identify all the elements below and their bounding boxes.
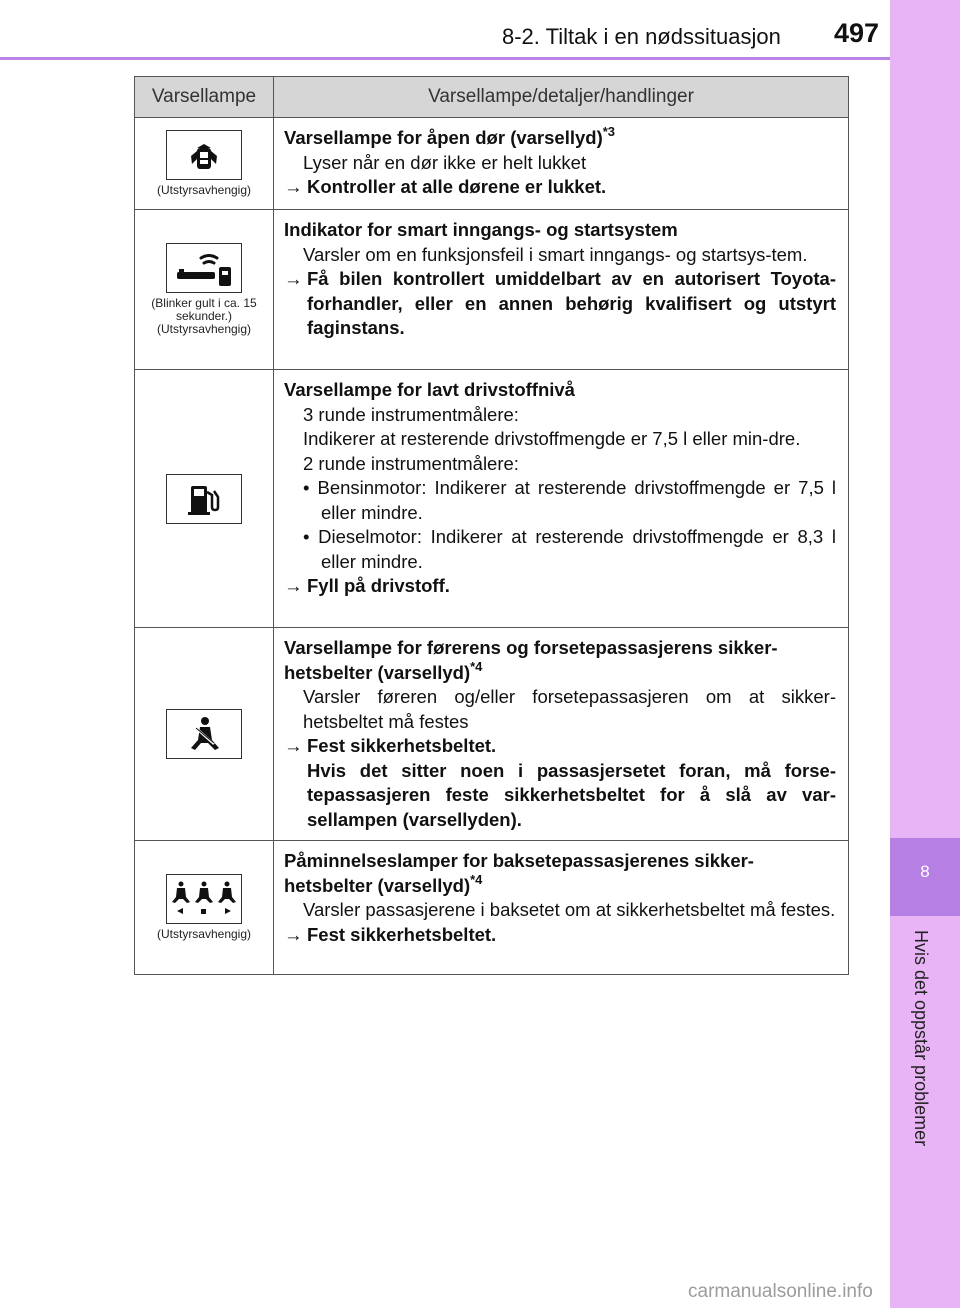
- lamp-action-detail: Hvis det sitter noen i passasjersetet foran, må forse-tepassasjeren feste sikkerhetsbeltet for å slå av var-sellampen (varsellyden).: [307, 759, 836, 830]
- column-header-details: Varsellampe/detaljer/handlinger: [274, 77, 849, 118]
- table-row: [135, 841, 849, 975]
- lamp-action: Få bilen kontrollert umiddelbart av en autorisert Toyota-forhandler, eller en annen behørig kvalifisert og utstyrt faginstans.: [307, 268, 836, 338]
- table-row: [135, 118, 849, 210]
- fuel-pump-icon: [166, 474, 242, 524]
- chapter-side-tab: [890, 0, 960, 1308]
- chapter-title: Hvis det oppstår problemer: [911, 930, 931, 1147]
- lamp-description: Varsler passasjerene i baksetet om at sikkerhetsbeltet må festes.: [303, 899, 836, 920]
- arrow-icon: →: [284, 923, 303, 945]
- lamp-description: Varsler føreren og/eller forsetepassasjeren om at sikker-hetsbeltet må festes: [303, 686, 836, 732]
- table-header-row: [135, 77, 849, 118]
- lamp-description: Varsler om en funksjonsfeil i smart inngangs- og startsys-tem.: [303, 243, 808, 265]
- footnote-ref: *4: [470, 658, 483, 674]
- lamp-action: Fyll på drivstoff.: [307, 575, 450, 596]
- arrow-icon: →: [284, 176, 303, 197]
- warning-lamp-table: [134, 76, 849, 975]
- details-cell: [274, 118, 849, 210]
- lamp-description: 2 runde instrumentmålere:: [303, 452, 519, 474]
- details-cell: [274, 210, 849, 370]
- lamp-description: Indikerer at resterende drivstoffmengde er 7,5 l eller min-dre.: [303, 428, 801, 449]
- details-cell: [274, 841, 849, 975]
- lamp-note: (Utstyrsavhengig): [156, 183, 252, 197]
- arrow-icon: →: [284, 268, 303, 289]
- lamp-cell: [135, 841, 274, 975]
- lamp-action: Fest sikkerhetsbeltet.: [307, 735, 497, 756]
- header-rule: [0, 57, 890, 60]
- footnote-ref: *3: [602, 124, 616, 139]
- seatbelt-icon: [166, 709, 242, 759]
- arrow-icon: →: [284, 735, 303, 756]
- rear-seatbelt-icon: [166, 874, 242, 924]
- lamp-description: 3 runde instrumentmålere:: [303, 403, 519, 425]
- table-row: [135, 628, 849, 841]
- smart-key-icon: [166, 243, 242, 293]
- arrow-icon: →: [284, 575, 303, 596]
- lamp-note: (Blinker gult i ca. 15 sekunder.): [151, 296, 257, 323]
- table-row: [135, 370, 849, 628]
- lamp-note: (Utstyrsavhengig): [156, 322, 252, 336]
- lamp-title: Indikator for smart inngangs- og startsystem: [284, 219, 678, 240]
- lamp-title: Varsellampe for åpen dør (varsellyd): [284, 127, 603, 148]
- lamp-cell: [135, 118, 274, 210]
- lamp-action: Fest sikkerhetsbeltet.: [307, 923, 497, 945]
- lamp-cell: [135, 628, 274, 841]
- lamp-cell: [135, 210, 274, 370]
- section-title: 8-2. Tiltak i en nødssituasjon: [502, 24, 781, 49]
- column-header-lamp: Varsellampe: [135, 77, 274, 118]
- lamp-note: (Utstyrsavhengig): [156, 927, 252, 941]
- watermark: carmanualsonline.info: [688, 1281, 873, 1302]
- footnote-ref: *4: [470, 871, 483, 887]
- lamp-cell: [135, 370, 274, 628]
- chapter-number: 8: [920, 862, 930, 881]
- door-open-icon: [166, 130, 242, 180]
- lamp-title: Påminnelseslamper for baksetepassasjerenes sikker-hetsbelter (varsellyd): [284, 850, 754, 896]
- lamp-description: Lyser når en dør ikke er helt lukket: [303, 151, 587, 173]
- details-cell: [274, 628, 849, 841]
- lamp-action: Kontroller at alle dørene er lukket.: [307, 176, 607, 197]
- lamp-title: Varsellampe for førerens og forsetepassasjerens sikker-hetsbelter (varsellyd): [284, 637, 778, 683]
- details-cell: [274, 370, 849, 628]
- page-header: [0, 0, 890, 58]
- table-row: [135, 210, 849, 370]
- page-number: 497: [834, 18, 880, 48]
- lamp-title: Varsellampe for lavt drivstoffnivå: [284, 379, 575, 400]
- list-item: • Dieselmotor: Indikerer at resterende drivstoffmengde er 8,3 l eller mindre.: [303, 526, 836, 572]
- list-item: • Bensinmotor: Indikerer at resterende drivstoffmengde er 7,5 l eller mindre.: [303, 477, 836, 523]
